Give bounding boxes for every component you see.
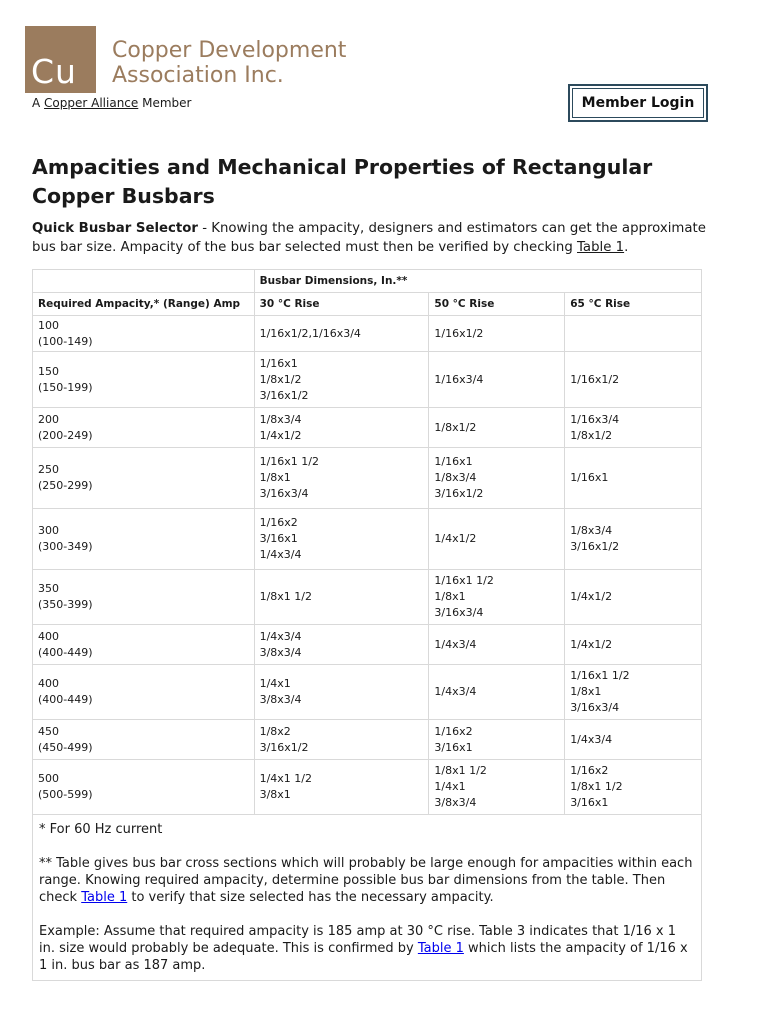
cell-required-ampacity xyxy=(33,625,255,665)
cell-line: 1/16x1/2 xyxy=(434,326,484,340)
cell-line: (500-599) xyxy=(38,788,93,801)
note-table-1-link[interactable]: Table 1 xyxy=(81,890,128,905)
logo-mark-text: Cu xyxy=(31,52,77,91)
table-row xyxy=(33,352,702,408)
copper-alliance-link[interactable]: Copper Alliance xyxy=(44,96,139,110)
intro-paragraph xyxy=(32,219,732,257)
table-1-link[interactable]: Table 1 xyxy=(577,240,625,255)
table-row xyxy=(33,625,702,665)
cell-65c-rise xyxy=(565,448,702,509)
tagline-suffix: Member xyxy=(142,96,192,110)
cda-logo-wordmark[interactable] xyxy=(112,38,346,88)
tagline xyxy=(32,96,191,110)
table-row xyxy=(33,316,702,352)
cell-line: 1/8x1/2 xyxy=(259,372,302,386)
cell-line: (450-499) xyxy=(38,740,93,754)
cell-line: 1/4x3/4 xyxy=(434,637,477,651)
cell-line: 300 xyxy=(38,524,59,537)
cell-line: (300-349) xyxy=(38,540,93,553)
cell-line: (400-449) xyxy=(38,693,93,706)
cell-line: 450 xyxy=(38,724,59,738)
cell-line: 250 xyxy=(38,463,59,476)
cell-line: 1/4x1/2 xyxy=(434,532,477,545)
cell-line: 1/8x1/2 xyxy=(434,420,477,434)
cell-required-ampacity xyxy=(33,509,255,570)
table-row xyxy=(33,570,702,625)
table-row xyxy=(33,448,702,509)
cell-line: 1/8x2 xyxy=(259,724,291,738)
cell-line: 3/16x3/4 xyxy=(570,701,620,714)
cell-line: 1/8x1 1/2 xyxy=(570,780,623,793)
cell-line: 1/16x2 xyxy=(570,764,609,777)
cell-line: 1/4x1 1/2 xyxy=(259,772,313,785)
table-body xyxy=(33,316,702,815)
cell-line: 3/16x1/2 xyxy=(259,388,309,402)
cell-65c-rise xyxy=(565,665,702,720)
note-2-text-b: to verify that size selected has the necessary ampacity. xyxy=(127,890,494,905)
note-2-text-a: ** Table gives bus bar cross sections which will probably be large enough for ampacities within each range. Knowing required ampacity, determine possible bus bar dimensions from the table. Then check xyxy=(39,856,693,905)
cell-30c-rise xyxy=(254,316,429,352)
example-table-1-link[interactable]: Table 1 xyxy=(417,941,464,956)
table-row xyxy=(33,760,702,815)
cell-line: 3/8x3/4 xyxy=(259,693,302,706)
cell-required-ampacity xyxy=(33,720,255,760)
busbar-selector-table xyxy=(32,269,702,981)
header-busbar-dimensions: Busbar Dimensions, In.** xyxy=(254,270,701,293)
header-required-ampacity: Required Ampacity,* (Range) Amp xyxy=(33,293,255,316)
cell-30c-rise xyxy=(254,509,429,570)
cell-line: (200-249) xyxy=(38,428,93,442)
table-row xyxy=(33,665,702,720)
cell-line: 1/4x1 xyxy=(259,677,291,690)
cell-line: 1/16x1 1/2 xyxy=(570,669,630,682)
cell-line: 1/8x1 1/2 xyxy=(434,764,487,777)
cell-line: 200 xyxy=(38,412,59,426)
cell-required-ampacity xyxy=(33,352,255,408)
cell-65c-rise xyxy=(565,509,702,570)
cell-65c-rise xyxy=(565,720,702,760)
cell-65c-rise xyxy=(565,625,702,665)
cell-line: 1/4x3/4 xyxy=(570,732,613,746)
cell-line: (400-449) xyxy=(38,645,93,659)
cell-line: 1/8x1 xyxy=(434,590,466,603)
cell-line: 1/4x1 xyxy=(434,780,466,793)
intro-bold-label: Quick Busbar Selector xyxy=(32,221,198,236)
cell-required-ampacity xyxy=(33,448,255,509)
cell-line: 3/8x1 xyxy=(259,788,291,801)
cell-line: 1/16x1 xyxy=(434,455,473,468)
cell-50c-rise xyxy=(429,760,565,815)
cell-50c-rise xyxy=(429,665,565,720)
cell-line: 400 xyxy=(38,677,59,690)
cell-required-ampacity xyxy=(33,760,255,815)
intro-text: - Knowing the ampacity, designers and estimators can get the approximate bus bar size. Ampacity of the bus bar selected must then be verified by checking xyxy=(32,221,706,255)
cda-logo-mark[interactable] xyxy=(25,26,96,93)
cell-line: 150 xyxy=(38,364,59,378)
cell-line: 3/16x1/2 xyxy=(259,740,309,754)
cell-line: 1/8x1 xyxy=(570,685,602,698)
member-login-button[interactable]: Member Login xyxy=(568,84,708,122)
cell-line: 1/4x3/4 xyxy=(259,629,302,643)
note-3-text-b: which lists the ampacity of 1/16 x 1 in. bus bar as 187 amp. xyxy=(39,941,688,973)
cell-line: 1/4x1/2 xyxy=(570,637,613,651)
cell-required-ampacity xyxy=(33,408,255,448)
cell-line: 500 xyxy=(38,772,59,785)
cell-50c-rise xyxy=(429,352,565,408)
cell-50c-rise xyxy=(429,570,565,625)
note-cross-sections xyxy=(39,855,695,906)
cell-line: (100-149) xyxy=(38,334,93,348)
cell-line: 3/16x1/2 xyxy=(434,487,484,500)
cell-line: 1/4x3/4 xyxy=(259,548,302,561)
cell-line: 1/4x1/2 xyxy=(259,428,302,442)
cell-line: 3/16x3/4 xyxy=(434,606,484,619)
cell-line: 1/8x3/4 xyxy=(434,471,477,484)
cell-30c-rise xyxy=(254,352,429,408)
cell-line: (150-199) xyxy=(38,380,93,394)
table-row xyxy=(33,408,702,448)
intro-end: . xyxy=(624,240,629,255)
cell-50c-rise xyxy=(429,625,565,665)
cell-50c-rise xyxy=(429,720,565,760)
cell-30c-rise xyxy=(254,665,429,720)
cell-30c-rise xyxy=(254,720,429,760)
cell-65c-rise xyxy=(565,408,702,448)
table-row xyxy=(33,509,702,570)
note-hz: * For 60 Hz current xyxy=(39,822,163,837)
cell-line: 1/16x3/4 xyxy=(434,372,484,386)
cell-line: 3/8x3/4 xyxy=(259,645,302,659)
logo-line-1: Copper Development xyxy=(112,38,347,63)
cell-line: 1/8x1 xyxy=(259,471,291,484)
tagline-prefix: A xyxy=(32,96,41,110)
cell-65c-rise xyxy=(565,570,702,625)
cell-30c-rise xyxy=(254,570,429,625)
page-title: Ampacities and Mechanical Properties of Rectangular Copper Busbars xyxy=(32,155,653,208)
cell-line: 3/16x1 xyxy=(570,796,609,809)
cell-line: 1/16x1 xyxy=(570,471,609,484)
cell-50c-rise xyxy=(429,316,565,352)
cell-30c-rise xyxy=(254,448,429,509)
cell-line: 1/8x1 1/2 xyxy=(259,590,313,603)
header-50c-rise: 50 °C Rise xyxy=(429,293,565,316)
cell-line: 1/16x1/2 xyxy=(570,372,620,386)
cell-line: 3/16x3/4 xyxy=(259,487,309,500)
cell-65c-rise xyxy=(565,352,702,408)
header-empty-cell xyxy=(33,270,255,293)
cell-line: 1/4x3/4 xyxy=(434,685,477,698)
logo-line-2: Association Inc. xyxy=(112,63,284,88)
cell-30c-rise xyxy=(254,625,429,665)
cell-50c-rise xyxy=(429,509,565,570)
cell-50c-rise xyxy=(429,408,565,448)
cell-65c-rise xyxy=(565,316,702,352)
table-row xyxy=(33,720,702,760)
header-30c-rise: 30 °C Rise xyxy=(254,293,429,316)
cell-line: 3/16x1 xyxy=(434,740,473,754)
cell-line: (350-399) xyxy=(38,598,93,611)
cell-30c-rise xyxy=(254,408,429,448)
table-notes xyxy=(33,815,702,981)
cell-line: 1/8x3/4 xyxy=(570,524,613,537)
cell-required-ampacity xyxy=(33,316,255,352)
cell-line: 3/8x3/4 xyxy=(434,796,477,809)
cell-line: 350 xyxy=(38,582,59,595)
cell-line: 1/16x1 1/2 xyxy=(434,574,494,587)
cell-line: 1/16x2 xyxy=(259,516,298,529)
note-3-text-a: Example: Assume that required ampacity is 185 amp at 30 °C rise. Table 3 indicates that 1/16 x 1 in. size would probably be adequate. This is confirmed by xyxy=(39,924,677,956)
cell-line: 1/16x1 1/2 xyxy=(259,455,320,468)
cell-required-ampacity xyxy=(33,570,255,625)
note-example xyxy=(39,923,695,974)
cell-30c-rise xyxy=(254,760,429,815)
cell-line: 1/4x1/2 xyxy=(570,590,613,603)
cell-line: 1/8x1/2 xyxy=(570,428,613,442)
cell-line: 1/8x3/4 xyxy=(259,412,302,426)
cell-line: 100 xyxy=(38,318,59,332)
cell-line: (250-299) xyxy=(38,479,93,492)
cell-line: 1/16x1/2,1/16x3/4 xyxy=(259,326,361,340)
header-65c-rise: 65 °C Rise xyxy=(565,293,702,316)
cell-line: 1/16x1 xyxy=(259,356,298,370)
cell-line: 1/16x2 xyxy=(434,724,473,738)
cell-line: 1/16x3/4 xyxy=(570,412,620,426)
cell-line: 3/16x1/2 xyxy=(570,540,620,553)
cell-required-ampacity xyxy=(33,665,255,720)
cell-line: 3/16x1 xyxy=(259,532,298,545)
cell-65c-rise xyxy=(565,760,702,815)
cell-50c-rise xyxy=(429,448,565,509)
cell-line: 400 xyxy=(38,629,59,643)
